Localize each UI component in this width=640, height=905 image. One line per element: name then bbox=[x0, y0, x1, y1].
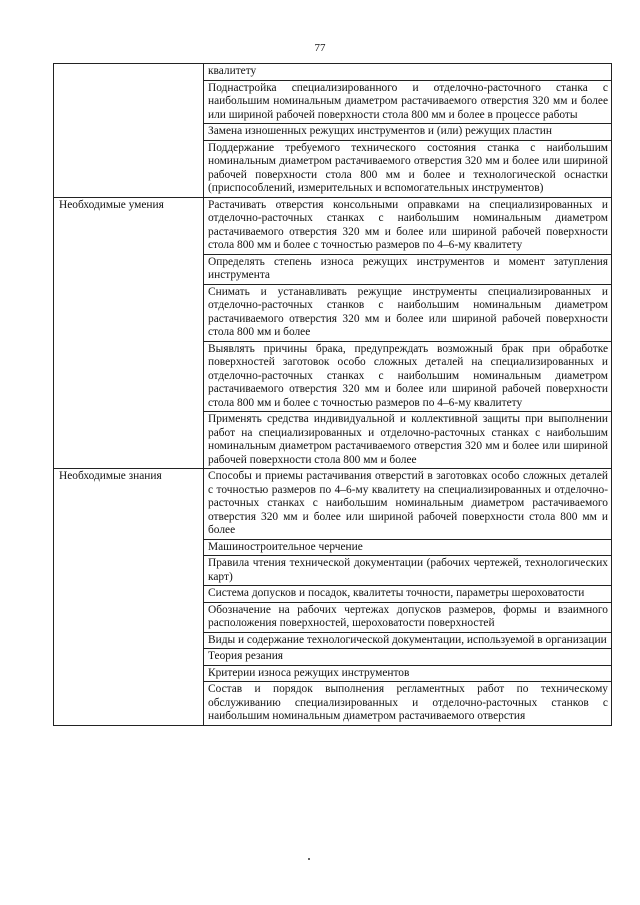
content-cell: Поднастройка специализированного и отделочно-расточного станка с наибольшим номинальным диаметром растачиваемого отверстия 320 мм и более или шириной рабочей поверхности стола 800 мм и более в процессе работы bbox=[204, 80, 612, 124]
content-cell: Обозначение на рабочих чертежах допусков размеров, формы и взаимного расположения поверхностей, шероховатости поверхностей bbox=[204, 602, 612, 632]
content-cell: Состав и порядок выполнения регламентных работ по техническому обслуживанию специализированных и отделочно-расточных станков с наибольшим номинальным диаметром растачиваемого отверстия bbox=[204, 682, 612, 726]
table-row bbox=[54, 469, 612, 540]
content-cell: Поддержание требуемого технического состояния станка с наибольшим номинальным диаметром растачиваемого отверстия 320 мм и более или шириной рабочей поверхности стола 800 мм и более и технологической оснастки (приспособлений, измерительных и вспомогательных инструментов) bbox=[204, 140, 612, 197]
page-number: 77 bbox=[314, 42, 326, 54]
requirements-table bbox=[53, 63, 612, 726]
content-cell: Растачивать отверстия консольными оправками на специализированных и отделочно-расточных станках с наибольшим номинальным диаметром растачиваемого отверстия 320 мм и более или шириной рабочей поверхности стола 800 мм и более с точностью размеров по 4–6-му квалитету bbox=[204, 197, 612, 254]
content-cell: Применять средства индивидуальной и коллективной защиты при выполнении работ на специализированных и отделочно-расточных станках с наибольшим номинальным диаметром растачиваемого отверстия 320 мм и более или шириной рабочей поверхности стола 800 мм и более bbox=[204, 412, 612, 469]
content-cell: Определять степень износа режущих инструментов и момент затупления инструмента bbox=[204, 254, 612, 284]
content-cell: Правила чтения технической документации (рабочих чертежей, технологических карт) bbox=[204, 556, 612, 586]
skills-label: Необходимые умения bbox=[54, 197, 204, 469]
content-cell: Теория резания bbox=[204, 649, 612, 666]
content-cell: Виды и содержание технологической документации, используемой в организации bbox=[204, 632, 612, 649]
content-cell: Критерии износа режущих инструментов bbox=[204, 665, 612, 682]
scan-speck bbox=[308, 858, 310, 860]
label-cell bbox=[54, 64, 204, 198]
content-cell: Способы и приемы растачивания отверстий в заготовках особо сложных деталей с точностью размеров по 4–6-му квалитету на специализированных и отделочно-расточных станках с наибольшим номинальным диаметром растачиваемого отверстия 320 мм и более или шириной рабочей поверхности стола 800 мм и более bbox=[204, 469, 612, 540]
content-cell: Система допусков и посадок, квалитеты точности, параметры шероховатости bbox=[204, 586, 612, 603]
knowledge-label: Необходимые знания bbox=[54, 469, 204, 726]
table-row bbox=[54, 64, 612, 81]
content-cell: квалитету bbox=[204, 64, 612, 81]
content-cell: Снимать и устанавливать режущие инструменты специализированных и отделочно-расточных станков с наибольшим номинальным диаметром растачиваемого отверстия 320 мм и более или шириной рабочей поверхности стола 800 мм и более bbox=[204, 284, 612, 341]
content-cell: Замена изношенных режущих инструментов и (или) режущих пластин bbox=[204, 124, 612, 141]
content-cell: Выявлять причины брака, предупреждать возможный брак при обработке поверхностей заготовок особо сложных деталей на специализированных и отделочно-расточных станках с наибольшим номинальным диаметром растачиваемого отверстия 320 мм и более или шириной рабочей поверхности стола 800 мм и более с точностью размеров по 4–6-му квалитету bbox=[204, 341, 612, 412]
table-row bbox=[54, 197, 612, 254]
content-cell: Машиностроительное черчение bbox=[204, 539, 612, 556]
